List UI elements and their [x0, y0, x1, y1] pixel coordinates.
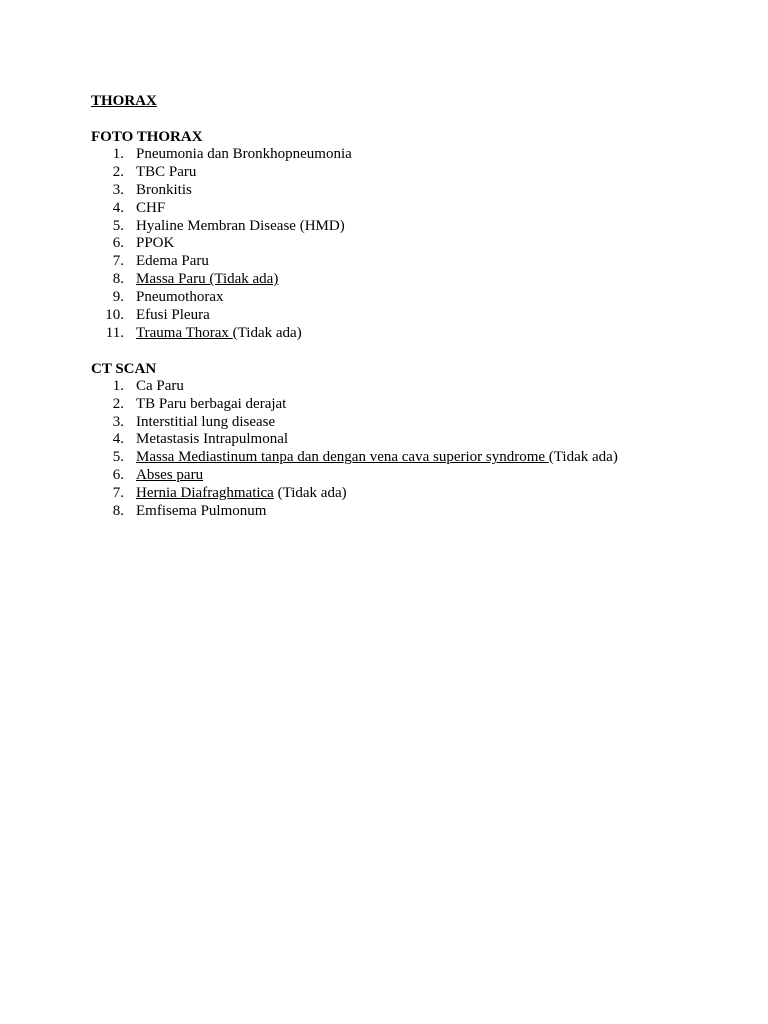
list-item-underlined-text: Massa Mediastinum tanpa dan dengan vena cava superior syndrome [136, 449, 549, 466]
list-item-number: 6. [112, 235, 124, 252]
list-item-note: (Tidak ada) [548, 449, 618, 466]
list-item-number: 7. [112, 485, 124, 502]
list-item-number: 8. [112, 271, 124, 288]
list-item-number: 2. [112, 395, 124, 412]
list-item [91, 503, 731, 521]
list-item-text: Interstitial lung disease [136, 413, 276, 430]
list-item-text: TBC Paru [136, 163, 197, 180]
list-item-number: 6. [112, 467, 124, 484]
list-item-number: 7. [112, 253, 124, 270]
list-item [91, 485, 731, 503]
list-item [91, 218, 731, 236]
list-item [91, 182, 731, 200]
list-item-number: 5. [112, 217, 124, 234]
list-item-text: Ca Paru [136, 377, 184, 394]
list-item-number: 5. [112, 449, 124, 466]
section-heading-ct-scan: CT SCAN [91, 360, 157, 377]
list-item-number: 3. [112, 413, 124, 430]
list-item-number: 2. [112, 163, 124, 180]
list-item-number: 4. [112, 199, 124, 216]
list-item [91, 307, 731, 325]
list-item-number: 11. [105, 324, 124, 341]
list-item-number: 4. [112, 431, 124, 448]
list-item-number: 3. [112, 181, 124, 198]
list-item-text: Pneumonia dan Bronkhopneumonia [136, 146, 352, 162]
list-item [91, 431, 731, 449]
list-item-note: (Tidak ada) [273, 485, 347, 502]
list-item-number: 1. [112, 146, 124, 162]
list-item [91, 146, 731, 164]
list-item-text: Edema Paru [136, 253, 209, 270]
list-item-underlined-text: Massa Paru (Tidak ada) [136, 271, 279, 288]
list-item-text: Metastasis Intrapulmonal [136, 431, 289, 448]
list-item-number: 9. [112, 289, 124, 306]
list-item-number: 1. [112, 377, 124, 394]
list-item-text: CHF [136, 199, 166, 216]
list-item [91, 200, 731, 218]
list-item [91, 449, 731, 467]
list-item [91, 164, 731, 182]
list-item-number: 8. [112, 503, 124, 520]
foto-thorax-list [91, 146, 731, 343]
section-heading-foto-thorax: FOTO THORAX [91, 129, 203, 145]
document-title: THORAX [91, 93, 157, 109]
list-item-text: Emfisema Pulmonum [136, 503, 267, 520]
list-item-underlined-text: Abses paru [136, 467, 204, 484]
ct-scan-list [91, 378, 731, 521]
list-item [91, 235, 731, 253]
list-item [91, 253, 731, 271]
list-item-text: Pneumothorax [136, 289, 224, 306]
list-item [91, 414, 731, 432]
list-item-underlined-text: Trauma Thorax [136, 324, 233, 341]
list-item [91, 325, 731, 343]
list-item-text: TB Paru berbagai derajat [136, 395, 287, 412]
list-item [91, 396, 731, 414]
list-item [91, 289, 731, 307]
list-item [91, 467, 731, 485]
document-page [91, 92, 731, 521]
list-item [91, 271, 731, 289]
list-item-text: Efusi Pleura [136, 307, 210, 324]
list-item-underlined-text: Hernia Diafraghmatica [136, 485, 274, 502]
list-item-text: Hyaline Membran Disease (HMD) [136, 217, 345, 234]
list-item [91, 378, 731, 396]
list-item-text: Bronkitis [136, 181, 192, 198]
list-item-number: 10. [105, 307, 124, 324]
list-item-text: PPOK [136, 235, 175, 252]
list-item-note: (Tidak ada) [232, 324, 302, 341]
